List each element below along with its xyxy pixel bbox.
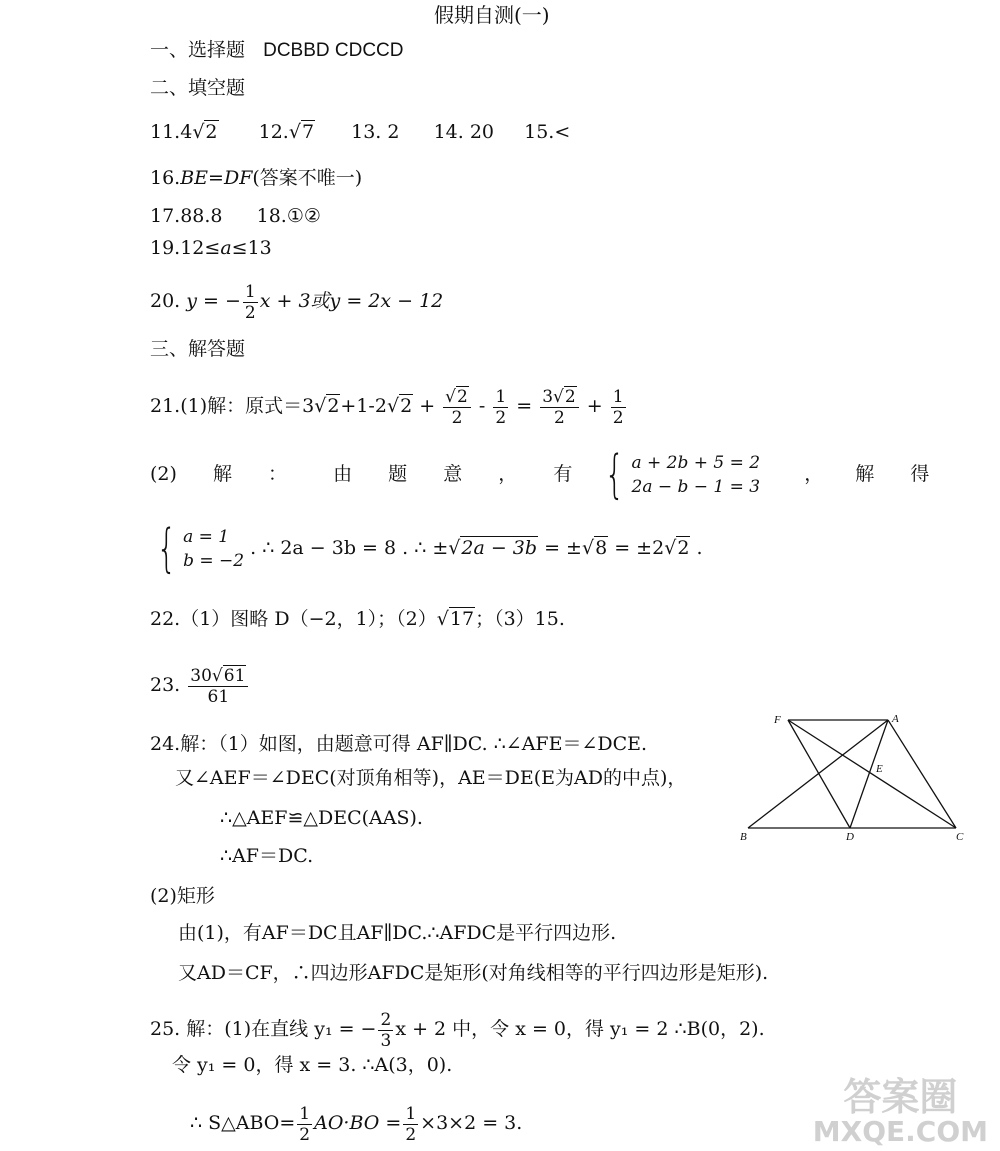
q14: 14. 20 — [433, 121, 495, 143]
q16: 16.BE=DF(答案不唯一) — [150, 167, 363, 189]
section1-heading: 一、选择题 — [150, 39, 246, 61]
label-C: C — [956, 831, 964, 842]
q24-line6: 由(1)，有AF＝DC且AF∥DC.∴AFDC是平行四边形. — [178, 922, 617, 944]
q24-line2: 又∠AEF＝∠DEC(对顶角相等)，AE＝DE(E为AD的中点)， — [175, 767, 687, 789]
q21-part1: 21.(1)解：原式＝3√2+1-2√2 + $\frac{√2}{2}$ - $\frac{1}{2}$ = $\frac{3√2}{2}$ + $\frac{1}{2}$ — [150, 386, 624, 428]
q22: 22.（1）图略 D（−2，1）；（2）√17；（3）15. — [150, 608, 565, 630]
q23: 23. $\frac{30√61}{61}$ — [150, 660, 250, 710]
q24-line3: ∴△AEF≌△DEC(AAS). — [220, 807, 423, 829]
equation-system-1: { a + 2b + 5 = 2 2a − b − 1 = 3 — [605, 445, 761, 505]
q25-line3: ∴ S△ABO= $\frac{1}{2}$ AO·BO = $\frac{1}{2}$ ×3×2 = 3. — [190, 1103, 523, 1145]
section3-heading: 三、解答题 — [150, 338, 246, 360]
choice-answers — [150, 38, 404, 63]
choice-answer-list: DCBBD CDCCD — [263, 40, 404, 61]
q19: 19.12≤a≤13 — [150, 237, 272, 259]
section2-heading: 二、填空题 — [150, 77, 246, 99]
answers-11-15 — [150, 120, 570, 144]
q15: 15.< — [524, 121, 571, 143]
label-E: E — [876, 763, 883, 775]
q13: 13. 2 — [351, 121, 400, 143]
q21-part2-line1: (2) 解 ： 由 题 意 ， 有 { a + 2b + 5 = 2 2a − b − 1 = 3 ， 解 得 — [150, 445, 930, 505]
q25-line1: 25. 解：(1)在直线 y₁ = − $\frac{2}{3}$ x + 2 中，令 x = 0，得 y₁ = 2 ∴B(0，2). — [150, 1009, 765, 1051]
q24-line1: 24.解：（1）如图，由题意可得 AF∥DC. ∴∠AFE＝∠DCE. — [150, 733, 648, 755]
q24-line4: ∴AF＝DC. — [220, 845, 314, 867]
q11: 11.4√2 — [150, 121, 218, 143]
q12: 12.√7 — [258, 121, 315, 143]
label-D: D — [846, 831, 854, 842]
figure-lines — [748, 720, 956, 828]
label-A: A — [892, 713, 899, 725]
q25-line2: 令 y₁ = 0，得 x = 3. ∴A(3，0). — [172, 1054, 453, 1076]
q18: 18.①② — [256, 205, 321, 227]
page-title: 假期自测(一) — [434, 3, 550, 27]
q24-line5: (2)矩形 — [150, 885, 215, 907]
equation-system-2: { a = 1 b = −2 — [156, 519, 245, 579]
geometry-figure — [740, 712, 980, 842]
q24-line7: 又AD＝CF，∴四边形AFDC是矩形(对角线相等的平行四边形是矩形). — [178, 962, 769, 984]
q21-part2-line2: { a = 1 b = −2 . ∴ 2a − 3b = 8 . ∴ ±√2a − 3b = ±√8 = ±2√2 . — [150, 520, 703, 576]
watermark-logo: 答案圈 MXQE.COM — [812, 1075, 988, 1148]
q20: 20. y = − $\frac{1}{2}$ x + 3或y = 2x − 12 — [150, 281, 444, 323]
label-F: F — [774, 714, 781, 726]
answers-17-18 — [150, 204, 321, 228]
q17: 17.88.8 — [150, 205, 223, 227]
label-B: B — [740, 831, 747, 842]
